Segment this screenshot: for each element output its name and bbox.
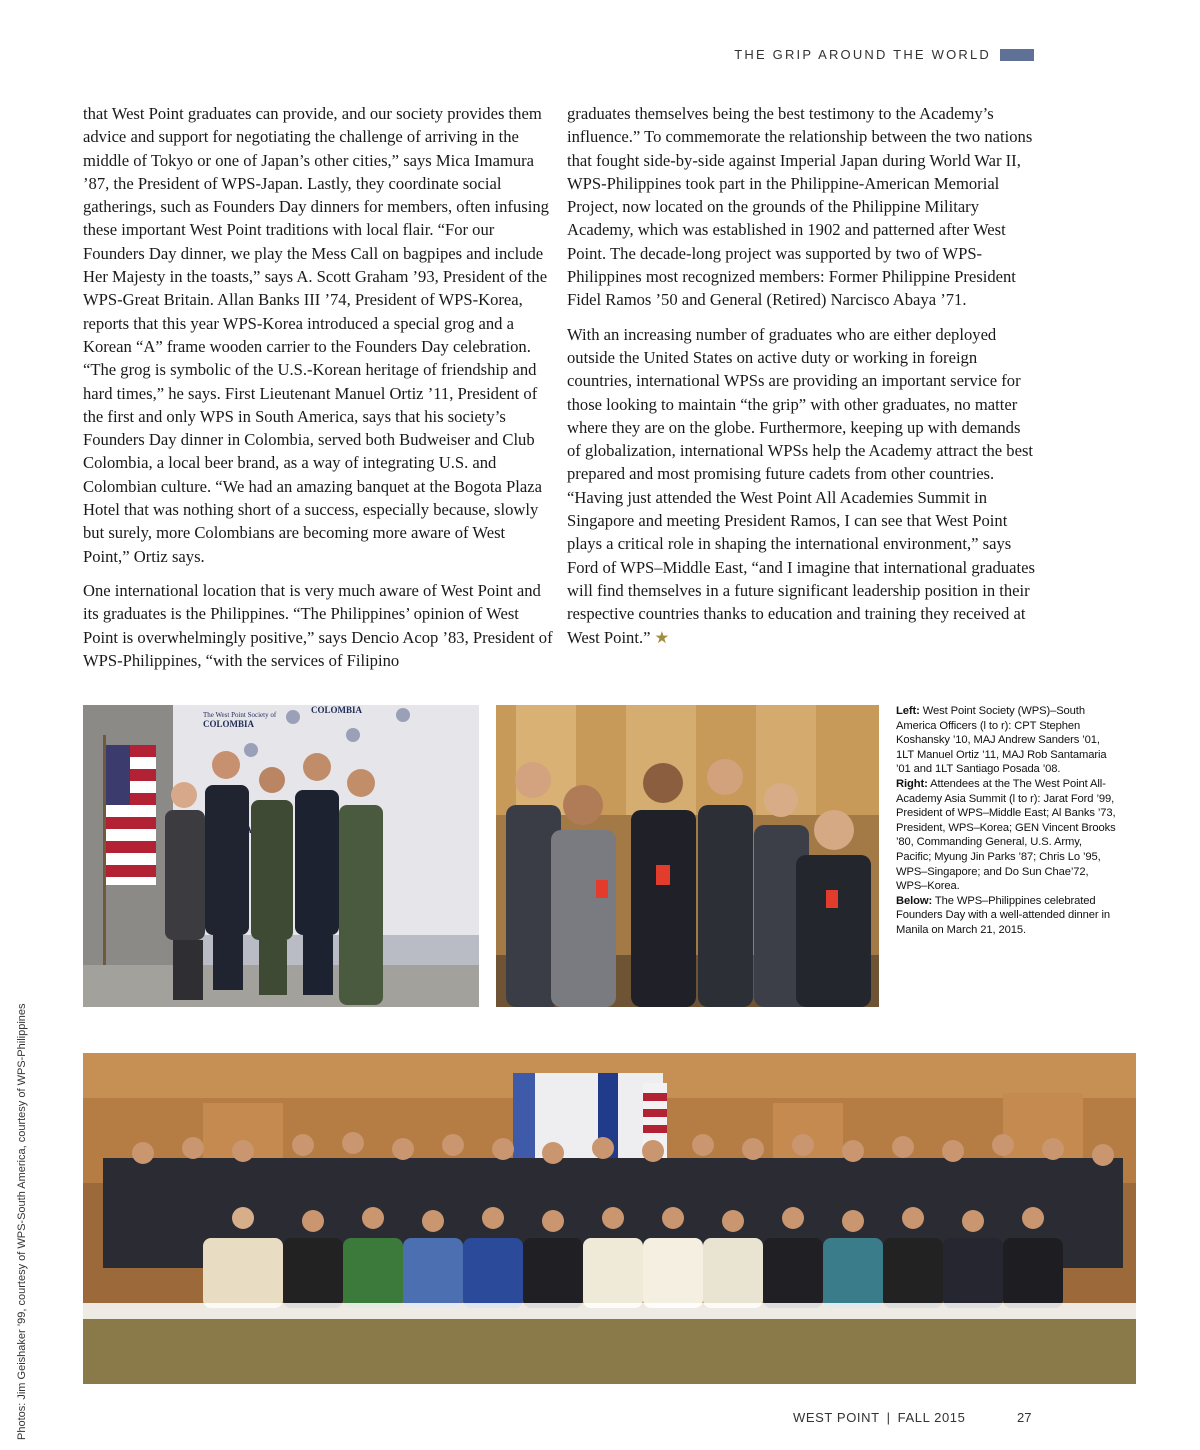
article-column-right (567, 102, 1037, 660)
photo-credit: Photos: Jim Geishaker ’99, courtesy of WPS-South America, courtesy of WPS-Philippines (16, 1003, 28, 1440)
footer-issue: FALL 2015 (897, 1410, 966, 1425)
caption-text-below: The WPS–Philippines celebrated Founders Day with a well-attended dinner in Manila on March 21, 2015. (896, 894, 1110, 936)
article-paragraph-final (567, 323, 1037, 649)
banner-text-small: The West Point Society of (203, 711, 277, 719)
caption-label-left: Left: (896, 705, 920, 717)
article-paragraph: that West Point graduates can provide, and our society provides them advice and support for negotiating the challenge of arriving in the middle of Tokyo or one of Japan’s other cities,” says Mica Imamura ’87, the President of WPS-Japan. Lastly, they coordinate social gatherings, such as Founders Day dinners for members, often infusing these important West Point traditions with local flair. “For our Founders Day dinner, we play the Mess Call on bagpipes and include Her Majesty in the toasts,” says A. Scott Graham ’93, President of the WPS-Great Britain. Allan Banks III ’74, President of WPS-Korea, reports that this year WPS-Korea introduced a special grog and a Korean “A” frame wooden carrier to the Founders Day celebration. “The grog is symbolic of the U.S.-Korean heritage of friendship and hard times,” he says. First Lieutenant Manuel Ortiz ’11, President of the first and only WPS in South America, says that his society’s Founders Day dinner in Colombia, served both Budweiser and Club Colombia, a local beer brand, as a way of integrating U.S. and Colombian culture. “We had an amazing banquet at the Bogota Plaza Hotel that was nothing short of a success, especially because, slowly but surely, more Colombians are becoming more aware of West Point,” Ortiz says. (83, 104, 549, 566)
caption-text-left: West Point Society (WPS)–South America Officers (l to r): CPT Stephen Koshansky ’10, MAJ Andrew Sanders ’01, 1LT Manuel Ortiz ’11, MAJ Rob Santamaria ’01 and 1LT Santiago Posada ’08. (896, 705, 1107, 776)
footer-separator: | (886, 1410, 891, 1425)
banner-text: COLOMBIA (203, 719, 255, 729)
photo-philippines-founders-day (83, 1053, 1136, 1384)
banner-text: COLOMBIA (311, 705, 363, 715)
caption-text-right: Attendees at the The West Point All-Academy Asia Summit (l to r): Jarat Ford ’99, President of WPS–Middle East; Al Banks ’73, President, WPS–Korea; GEN Vincent Brooks ’80, Commanding General, U.S. Army, Pacific; Myung Jin Parks ’87; Chris Lo ’95, WPS–Singapore; and Do Sun Chae’72, WPS–Korea. (896, 777, 1116, 893)
article-paragraph-text: With an increasing number of graduates who are either deployed outside the United States on active duty or working in foreign countries, international WPSs are providing an important service for those looking to maintain “the grip” with other graduates, no matter where they are on the globe. Furthermore, keeping up with demands of globalization, international WPSs help the Academy attract the best prepared and most promising future cadets from other countries. “Having just attended the West Point All Academies Summit in Singapore and meeting President Ramos, I can see that West Point plays a critical role in shaping the international environment,” says Ford of WPS–Middle East, “and I imagine that international graduates will find themselves in a future significant leadership position in their respective countries thanks to education and training they received at West Point.” (567, 324, 1035, 647)
photo-asia-summit-attendees (496, 705, 879, 1007)
us-flag-icon (106, 745, 156, 885)
section-header (734, 47, 1034, 62)
footer-publication: WEST POINT (793, 1410, 880, 1425)
page-number: 27 (1017, 1410, 1032, 1425)
photo-south-america-officers (83, 705, 479, 1007)
end-mark-star-icon: ★ (654, 627, 670, 647)
article-paragraph: One international location that is very much aware of West Point and its graduates is the Philippines. “The Philippines’ opinion of West Point is overwhelmingly positive,” says Dencio Acop ’83, President of WPS-Philippines, “with the services of Filipino (83, 580, 553, 670)
header-accent-bar (1000, 49, 1034, 61)
section-title: THE GRIP AROUND THE WORLD (734, 47, 991, 62)
caption-label-below: Below: (896, 894, 933, 907)
photo-caption (896, 704, 1116, 938)
article-column-left (83, 102, 553, 683)
footer (793, 1410, 965, 1425)
caption-label-right: Right: (896, 777, 928, 790)
article-paragraph: graduates themselves being the best testimony to the Academy’s influence.” To commemorate the relationship between the two nations that fought side-by-side against Imperial Japan during World War II, WPS-Philippines took part in the Philippine-American Memorial Project, now located on the grounds of the Philippine Military Academy, which was established in 1902 and patterned after West Point. The decade-long project was supported by two of WPS-Philippines most recognized members: Former Philippine President Fidel Ramos ’50 and General (Retired) Narcisco Abaya ’71. (567, 104, 1033, 310)
